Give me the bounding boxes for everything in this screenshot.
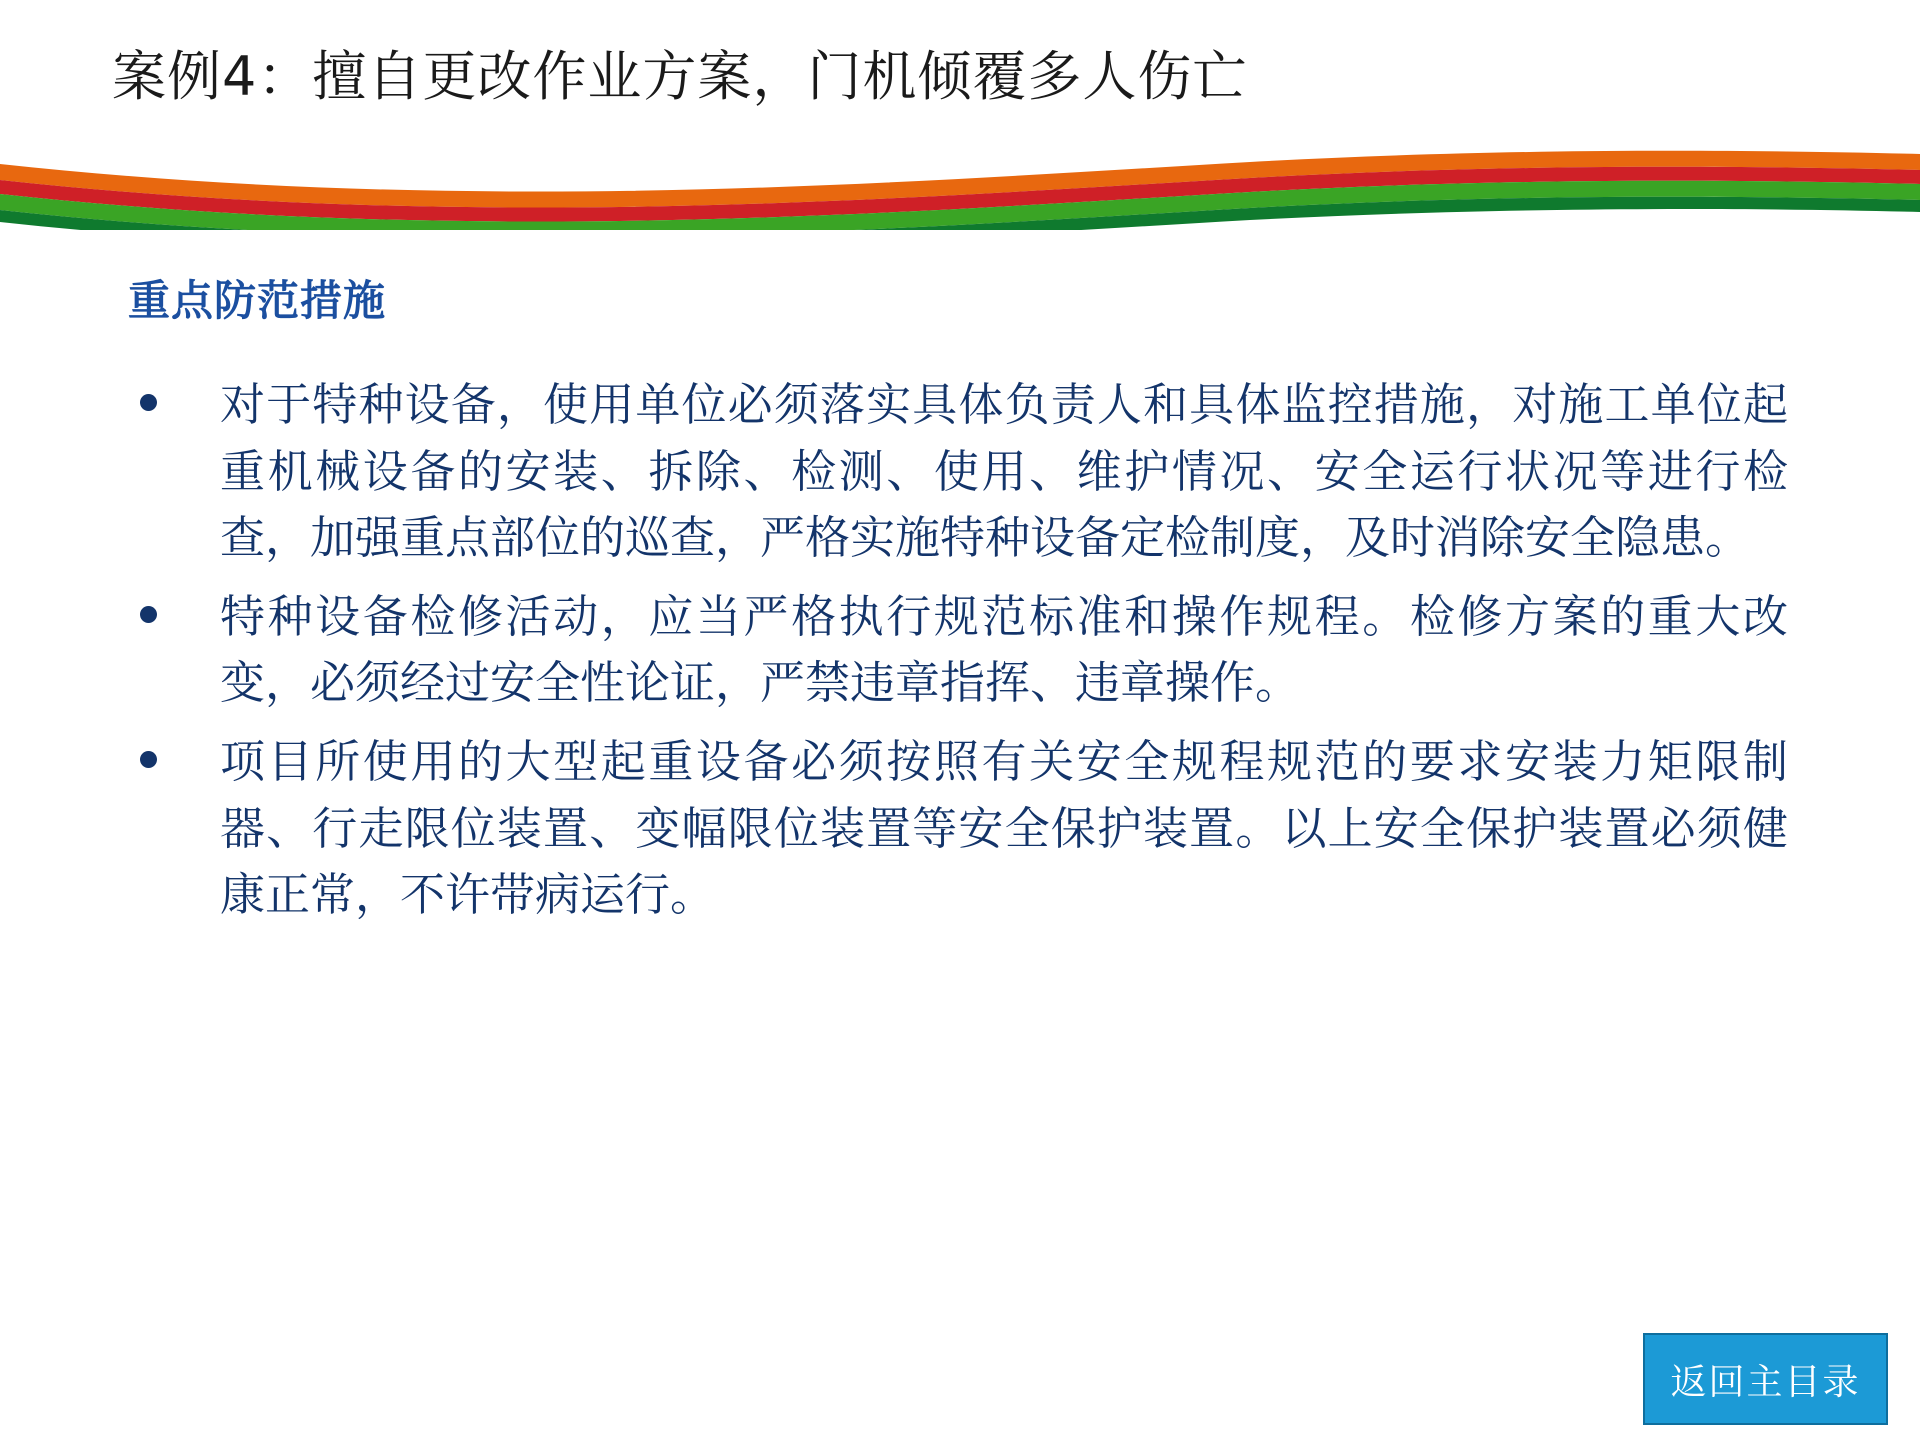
- list-item-text: 对于特种设备，使用单位必须落实具体负责人和具体监控措施，对施工单位起重机械设备的安装、拆除、检测、使用、维护情况、安全运行状况等进行检查，加强重点部位的巡查，严格实施特种设备定检制度，及时消除安全隐患。: [220, 378, 1788, 565]
- page-title: 案例4：擅自更改作业方案，门机倾覆多人伤亡: [112, 45, 1248, 108]
- bullet-list: [128, 372, 1788, 941]
- list-item: [128, 372, 1788, 572]
- swoosh-svg: [0, 150, 1920, 230]
- list-item-text: 特种设备检修活动，应当严格执行规范标准和操作规程。检修方案的重大改变，必须经过安全性论证，严禁违章指挥、违章操作。: [220, 589, 1788, 710]
- bullet-dot-icon: [128, 729, 220, 773]
- bullet-dot-icon: [128, 372, 220, 416]
- list-item: [128, 584, 1788, 717]
- list-item: [128, 729, 1788, 929]
- list-item-text: 项目所使用的大型起重设备必须按照有关安全规程规范的要求安装力矩限制器、行走限位装置、变幅限位装置等安全保护装置。以上安全保护装置必须健康正常，不许带病运行。: [220, 734, 1788, 922]
- section-heading: 重点防范措施: [128, 276, 387, 325]
- return-to-main-menu-button[interactable]: 返回主目录: [1643, 1333, 1888, 1425]
- decorative-swoosh-band: [0, 150, 1920, 230]
- bullet-dot-icon: [128, 584, 220, 628]
